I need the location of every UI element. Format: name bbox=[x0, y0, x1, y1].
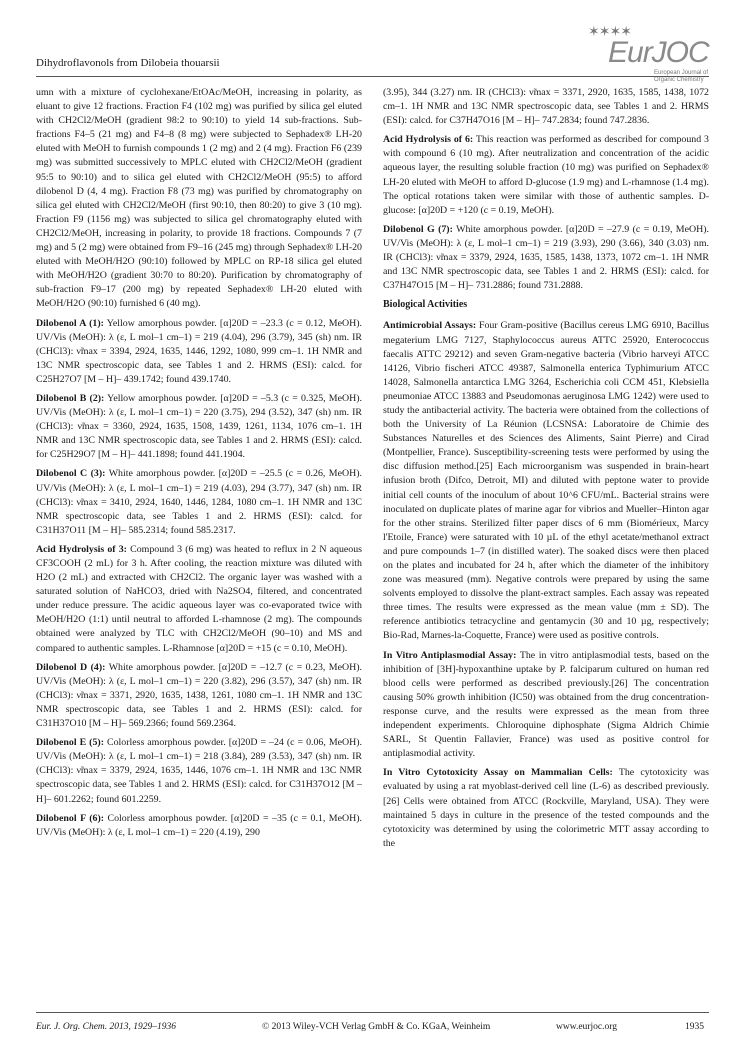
paragraph-text: White amorphous powder. [α]20D = –12.7 (c = 0.23, MeOH). UV/Vis (MeOH): λ (ε, L mol–1 cm–1) = 220 (3.82), 296 (3.57), 347 (sh) nm. IR (CHCl3): ν̃max = 3371, 2920, 1635, 1438, 1261, 1080 cm–1. 1H NMR and 13C NMR spectroscopic data, see Tables 1 and 2. HRMS (ESI): calcd. for C31H37O10 [M – H]– 569.2366; found 569.2364. bbox=[36, 661, 362, 730]
paragraph-heading: Acid Hydrolysis of 6: bbox=[383, 134, 474, 146]
page-number: 1935 bbox=[685, 1022, 704, 1032]
right-column bbox=[383, 86, 709, 856]
paragraph-heading: In Vitro Cytotoxicity Assay on Mammalian Cells: bbox=[383, 767, 613, 779]
paragraph-text: Colorless amorphous powder. [α]20D = –24 (c = 0.06, MeOH). UV/Vis (MeOH): λ (ε, L mol–1 cm–1) = 218 (3.84), 289 (3.53), 347 (sh) nm. IR (CHCl3): ν̃max = 3379, 2924, 1635, 1446, 1076 cm–1. 1H NMR and 13C NMR spectroscopic data, see Tables 1 and 2. HRMS (ESI): calcd. for C31H37O12 [M – H]– 601.2262; found 601.2259. bbox=[36, 737, 363, 805]
logo-brand: EurJOC bbox=[608, 36, 709, 69]
paragraph bbox=[36, 392, 362, 462]
paragraph bbox=[36, 661, 362, 731]
footer-copyright: © 2013 Wiley-VCH Verlag GmbH & Co. KGaA, Weinheim bbox=[262, 1022, 491, 1032]
paragraph bbox=[36, 467, 362, 537]
paragraph bbox=[383, 649, 709, 762]
journal-logo bbox=[588, 22, 708, 82]
paragraph-text: Colorless amorphous powder. [α]20D = –35 (c = 0.1, MeOH). UV/Vis (MeOH): λ (ε, L mol–1 cm–1) = 220 (4.19), 290 bbox=[36, 812, 362, 838]
left-column bbox=[36, 86, 362, 845]
paragraph bbox=[36, 736, 362, 806]
paragraph-heading: Dilobenol F (6): bbox=[36, 812, 105, 824]
header-rule bbox=[36, 76, 709, 77]
paragraph-heading: Dilobenol E (5): bbox=[36, 737, 104, 749]
logo-subtitle: European Journal of Organic Chemistry bbox=[654, 70, 709, 83]
footer-rule bbox=[36, 1012, 709, 1013]
paragraph-text: White amorphous powder. [α]20D = –25.5 (c = 0.26, MeOH). UV/Vis (MeOH): λ (ε, L mol–1 cm–1) = 219 (4.03), 294 (3.77), 347 (sh) nm. IR (CHCl3): ν̃max = 3410, 2924, 1640, 1446, 1284, 1080 cm–1. 1H NMR and 13C NMR spectroscopic data, see Tables 1 and 2. HRMS (ESI): calcd. for C31H37O11 [M – H]– 585.2314; found 585.2317. bbox=[36, 468, 362, 536]
paragraph bbox=[383, 766, 709, 851]
paragraph-text: The in vitro antiplasmodial tests, based on the inhibition of [3H]-hypoxanthine uptake by P. falciparum cultured on human red blood cells were performed as described previously.[26] The concentration causing 50% growth inhibition (IC50) was obtained from the drug concentration-response curve, and the results were expressed as the mean from three independent experiments. Chloroquine diphosphate (Sigma Aldrich Chimie SARL, St Quentin Fallavier, France) was used as positive control for antiplasmodial activity. bbox=[383, 649, 709, 760]
paragraph bbox=[383, 133, 709, 218]
paragraph-text: The cytotoxicity was evaluated by using a rat myoblast-derived cell line (L-6) as described previously.[26] Cells were obtained from ATCC (Rockville, Maryland, USA). They were maintained 5 days in culture in the presence of the tested compounds and the cytotoxicity was determined by using the colorimetric MTT assay according to the bbox=[383, 767, 709, 849]
paragraph bbox=[383, 86, 709, 128]
footer-url[interactable]: www.eurjoc.org bbox=[556, 1022, 617, 1032]
paragraph-heading: Dilobenol A (1): bbox=[36, 317, 104, 329]
paragraph-heading: Acid Hydrolysis of 3: bbox=[36, 543, 127, 555]
paragraph-heading: Dilobenol D (4): bbox=[36, 661, 106, 673]
paragraph bbox=[36, 317, 362, 387]
paragraph bbox=[36, 86, 362, 312]
paragraph-text: umn with a mixture of cyclohexane/EtOAc/MeOH, increasing in polarity, as eluant to give 12 fractions. Fraction F4 (102 mg) was purified by silica gel eluted with CH2Cl2/MeOH (gradient 98:2 to 90:10) to yield 14 sub-fractions. Sub-fractions F4–5 (21 mg) and F4–8 (8 mg) were subjected to Sephadex® LH-20 eluted with MeOH to furnish compounds 1 (2 mg) and 2 (4 mg). Fraction F6 (239 mg) was submitted successively to MPLC eluted with CH2Cl2/MeOH (gradient 95:5 to 90:10) and to silica gel eluted with CH2Cl2/MeOH (95:5) to afford dilobenol D (4, 4 mg). Fraction F8 (73 mg) was purified by chromatography on silica gel eluted with CH2Cl2/MeOH (first 90:10, then 80:20) to give 3 (10 mg). Fraction F9 (1156 mg) was subjected to silica gel chromatography eluted with CH2Cl2/MeOH, increasing in polarity, to provide 18 fractions. Compounds 7 (7 mg) and 5 (2 mg) were obtained from F9–16 (245 mg) through Sephadex® LH-20 eluted with MeOH/H2O (90:10) followed by MPLC on RP-18 silica gel eluted with MeOH/H2O (gradient 30:70 to 80:20). Purification by chromatography of sub-fraction F9–17 (200 mg) by repeated Sephadex® LH-20 eluted with MeOH/H2O (90:10) furnished 6 (40 mg). bbox=[36, 87, 362, 310]
running-title: Dihydroflavonols from Dilobeia thouarsii bbox=[36, 57, 220, 69]
paragraph bbox=[36, 812, 362, 840]
paragraph-text: Yellow amorphous powder. [α]20D = –23.3 (c = 0.12, MeOH). UV/Vis (MeOH): λ (ε, L mol–1 cm–1) = 219 (4.04), 296 (3.79), 345 (sh) nm. IR (CHCl3): ν̃max = 3394, 2924, 1635, 1446, 1292, 1080, 999 cm–1. 1H NMR and 13C NMR spectroscopic data, see Tables 1 and 2. HRMS (ESI): calcd. for C25H27O7 [M – H]– 439.1742; found 439.1740. bbox=[36, 317, 362, 385]
section-heading: Biological Activities bbox=[383, 299, 468, 311]
paragraph-text: This reaction was performed as described for compound 3 with compound 6 (10 mg). After neutralization and concentration of the acidic aqueous layer, the resulting soluble fraction (10 mg) was purified on Sephadex® LH-20 eluted with MeOH to afford D-glucose (1.9 mg) and L-rhamnose (1.4 mg). The optical rotations taken were similar with those of authentic samples. D-glucose: [α]20D = +120 (c = 0.19, MeOH). bbox=[383, 134, 709, 216]
paragraph-heading: Dilobenol C (3): bbox=[36, 468, 106, 480]
paragraph-text: Yellow amorphous powder. [α]20D = –5.3 (c = 0.325, MeOH). UV/Vis (MeOH): λ (ε, L mol–1 cm–1) = 220 (3.75), 294 (3.52), 347 (sh) nm. IR (CHCl3): ν̃max = 3360, 2924, 1635, 1508, 1439, 1261, 1134, 1076 cm–1. 1H NMR and 13C NMR spectroscopic data, see Tables 1 and 2. HRMS (ESI): calcd. for C25H29O7 [M – H]– 441.1898; found 441.1904. bbox=[36, 392, 362, 461]
footer-journal: Eur. J. Org. Chem. 2013, 1929–1936 bbox=[36, 1022, 177, 1032]
paragraph bbox=[383, 223, 709, 293]
paragraph bbox=[36, 543, 362, 656]
paragraph-heading: Antimicrobial Assays: bbox=[383, 320, 477, 332]
paragraph-heading: Dilobenol G (7): bbox=[383, 223, 453, 235]
paragraph-text: White amorphous powder. [α]20D = –27.9 (c = 0.19, MeOH). UV/Vis (MeOH): λ (ε, L mol–1 cm–1) = 219 (3.93), 290 (3.66), 340 (3.03) nm. IR (CHCl3): ν̃max = 3379, 2924, 1635, 1585, 1438, 1373, 1072 cm–1. 1H NMR and 13C NMR spectroscopic data, see Tables 1 and 2. HRMS (ESI): calcd. for C37H47O15 [M – H]– 731.2886; found 731.2888. bbox=[383, 223, 709, 292]
paragraph-text: (3.95), 344 (3.27) nm. IR (CHCl3): ν̃max = 3371, 2920, 1635, 1585, 1438, 1072 cm–1. 1H NMR and 13C NMR spectroscopic data, see Tables 1 and 2. HRMS (ESI): calcd. for C37H47O16 [M – H]– 747.2834; found 747.2836. bbox=[383, 87, 709, 127]
paragraph-text: Compound 3 (6 mg) was heated to reflux in 2 N aqueous CF3COOH (2 mL) for 3 h. After cooling, the reaction mixture was diluted with H2O (2 mL) and extracted with CH2Cl2. The organic layer was washed with a saturated solution of NaHCO3, dried with Na2SO4, filtered, and concentrated under reduce pressure. The acidic aqueous layer was co-evaporated twice with MeOH/H2O (1:1) until neutral to afforded L-rhamnose (2 mg). The compounds obtained were analyzed by TLC with CH2Cl2/MeOH (90–10) and MS and compared to authentic samples. L-Rhamnose [α]20D = +15 (c = 0.10, MeOH). bbox=[36, 543, 362, 654]
paragraph-heading: Dilobenol B (2): bbox=[36, 392, 105, 404]
paragraph-text: Four Gram-positive (Bacillus cereus LMG 6910, Bacillus megaterium LMG 7127, Staphylococcus aureus ATTC 25920, Enterococcus faecalis ATTC 29212) and seven Gram-negative bacteria (Vibrio harveyi ATCC 14126, Vibrio fischeri ATCC 49387, Salmonella enterica Typhimurium ATCC 14028, Salmonella antarctica LMG 3264, Escherichia coli CCM 451, Klebsiella pneumoniae ATCC 13883 and Pseudomonas aeruginosa LMG 1242) were used to study the antibacterial activity. The bacteria were obtained from the collections of both the University of La Réunion (LCSNSA: Laboratoire de Chimie des Substances Naturelles et des Sciences des Aliments, Saint Pierre) and Cirad (Montpellier, France). Susceptibility-screening tests were performed by using the disc diffusion method.[25] Each microorganism was suspended in brain-heart infusion broth (Difco, Detroit, MI) and diluted with peptone water to provide initial cell counts of the inoculum of about 10^6 CFU/mL. Bacterial strains were inoculated on duplicate plates of marine agar for vibrios and Mueller–Hinton agar for the other strains. Sterilized filter paper discs of 6 mm (Biomérieux, Marcy l'Etoile, France) were saturated with 10 µL of the ethyl acetate/methanol extract and pure compounds 1–7 (in distilled water). The soaked discs were then placed on the plates and incubated for 24 h, after which the diameter of the inhibitory zone was measured (mm). Negative controls were prepared by using the same solvents employed to dissolve the plant-extract samples. Each assay was repeated three times. The results were expressed as the mean value (mm ± SD). The reference antibiotics tetracycline and gentamycin (30 and 10 µg, respectively; Bio-Rad, Marnes-la-Coquette, France) were used as positive controls. bbox=[383, 320, 710, 642]
paragraph-heading: In Vitro Antiplasmodial Assay: bbox=[383, 649, 517, 661]
paragraph bbox=[383, 319, 709, 643]
stars-icon: ✶✶✶✶ bbox=[588, 25, 631, 40]
